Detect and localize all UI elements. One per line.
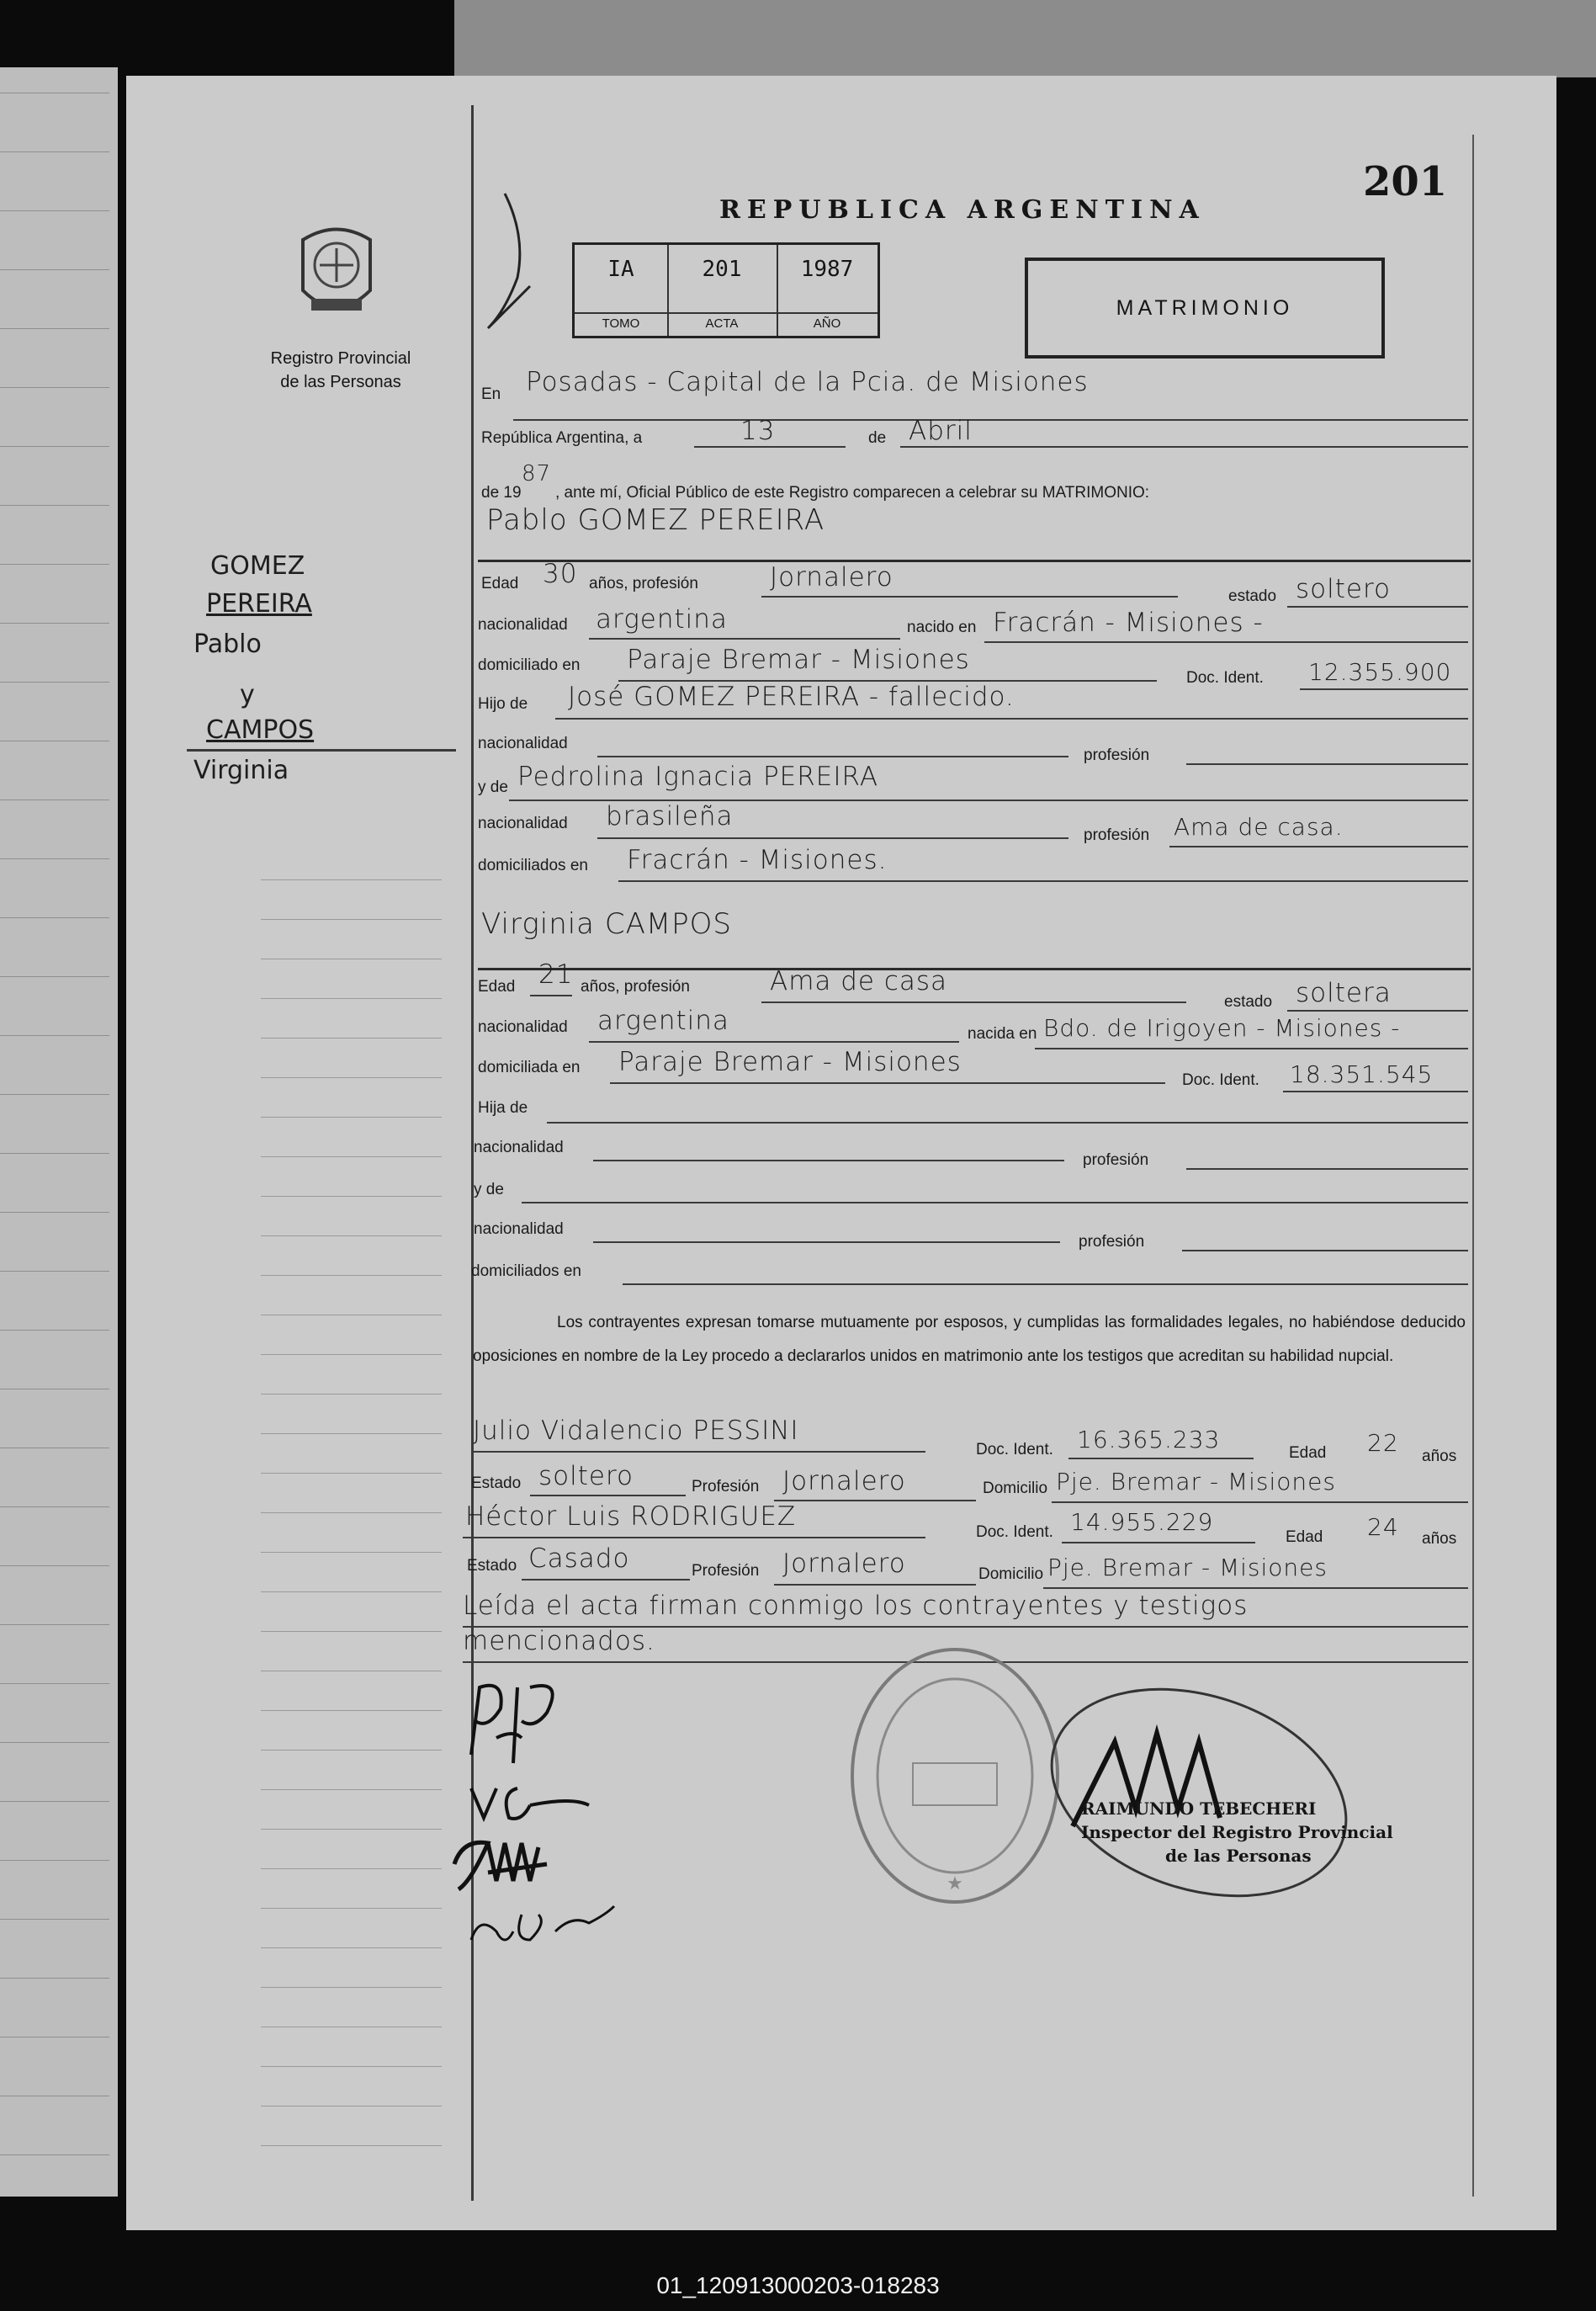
tomo-cell <box>575 245 669 336</box>
register-page <box>126 76 1556 2230</box>
official-title2: de las Personas <box>1165 1846 1312 1866</box>
witness2-profesion: Jornalero <box>782 1549 906 1579</box>
margin-and: y <box>240 680 255 709</box>
registry-line1: Registro Provincial <box>270 349 411 368</box>
bride-estado-label: estado <box>1224 993 1273 1011</box>
groom-madre-prof-label: profesión <box>1084 826 1150 844</box>
groom-domicilio-label: domiciliado en <box>478 656 581 674</box>
witness2-profesion-label: Profesión <box>692 1562 760 1580</box>
margin-surname3: CAMPOS <box>206 715 315 745</box>
bride-domicilio-label: domiciliada en <box>478 1059 581 1076</box>
witness1-domicilio-label: Domicilio <box>983 1480 1048 1497</box>
left-page-edge <box>0 67 118 2197</box>
day-value: 13 <box>740 416 776 446</box>
witness2-domicilio: Pje. Bremar - Misiones <box>1047 1554 1328 1581</box>
page-number: 201 <box>1363 158 1448 205</box>
groom-estado: soltero <box>1296 574 1391 604</box>
acta-label: ACTA <box>667 312 777 331</box>
witness1-anos-label: años <box>1422 1448 1457 1465</box>
bride-nacionalidad: argentina <box>597 1006 729 1036</box>
groom-madre: Pedrolina Ignacia PEREIRA <box>517 762 879 792</box>
scan-identifier: 01_120913000203-018283 <box>656 2272 940 2298</box>
signatures <box>437 1671 791 1974</box>
acta-value: 201 <box>702 257 742 282</box>
groom-nacionalidad-label: nacionalidad <box>478 616 568 634</box>
groom-edad: 30 <box>543 559 578 589</box>
witness1-name: Julio Vidalencio PESSINI <box>473 1416 799 1446</box>
witness2-name: Héctor Luis RODRIGUEZ <box>465 1501 797 1532</box>
declaration-text: Los contrayentes expresan tomarse mutuamente por esposos, y cumplidas las formalidades legales, no habiéndose deducido oposiciones en nombre de la Ley procedo a declararlos unidos en matrimonio ante los testigos que acreditan su habilidad nupcial. <box>473 1314 1466 1365</box>
bride-profesion-label: años, profesión <box>581 978 690 996</box>
witness1-estado-label: Estado <box>471 1474 522 1492</box>
place-value: Posadas - Capital de la Pcia. de Misiones <box>526 367 1089 397</box>
witness1-profesion-label: Profesión <box>692 1478 760 1496</box>
official-signature-block <box>1081 1797 1393 1867</box>
groom-padre-prof-label: profesión <box>1084 746 1150 764</box>
witness1-signature <box>454 1842 547 1889</box>
adjacent-page-fragment <box>454 0 1596 77</box>
closing-line2: mencionados. <box>463 1626 655 1656</box>
bride-nacionalidad-label: nacionalidad <box>478 1018 568 1036</box>
acta-cell <box>667 245 778 336</box>
bride-name: Virginia CAMPOS <box>481 907 733 941</box>
margin-surname1: GOMEZ <box>210 551 305 581</box>
margin-given2: Virginia <box>194 756 289 785</box>
svg-text:★: ★ <box>946 1873 963 1894</box>
witness2-signature <box>471 1906 614 1940</box>
groom-madre-nac-label: nacionalidad <box>478 815 568 832</box>
tomo-value: IA <box>607 257 634 282</box>
groom-doc: 12.355.900 <box>1308 658 1452 686</box>
groom-padres-dom: Fracrán - Misiones. <box>627 845 888 875</box>
initials-mark <box>480 185 547 345</box>
bride-dom-label: domiciliados en <box>471 1262 581 1280</box>
record-type-box: MATRIMONIO <box>1025 258 1385 359</box>
groom-madre-nac: brasileña <box>606 801 734 831</box>
witness2-anos-label: años <box>1422 1530 1457 1548</box>
witness1-estado: soltero <box>538 1461 634 1491</box>
anio-value: 1987 <box>800 257 854 282</box>
bride-doc-label: Doc. Ident. <box>1182 1071 1259 1089</box>
bride-edad: 21 <box>538 959 574 990</box>
year-value: 87 <box>522 461 552 486</box>
bride-doc: 18.351.545 <box>1290 1060 1434 1088</box>
groom-profesion: Jornalero <box>770 562 893 592</box>
witness1-domicilio: Pje. Bremar - Misiones <box>1056 1468 1336 1496</box>
bride-prof1-label: profesión <box>1083 1151 1149 1169</box>
witness2-doc-label: Doc. Ident. <box>976 1523 1053 1541</box>
groom-estado-label: estado <box>1228 587 1277 605</box>
witness2-doc: 14.955.229 <box>1070 1508 1214 1536</box>
registry-seal-icon <box>290 219 383 328</box>
witness1-edad: 22 <box>1367 1429 1399 1457</box>
bride-signature <box>471 1788 589 1819</box>
right-rule <box>1472 135 1474 2197</box>
bride-nac1-label: nacionalidad <box>474 1139 564 1156</box>
bride-nacida-label: nacida en <box>968 1025 1037 1043</box>
witness2-estado-label: Estado <box>467 1557 517 1575</box>
margin-surname2: PEREIRA <box>206 589 312 619</box>
groom-nacido-label: nacido en <box>907 619 977 636</box>
bride-prof2-label: profesión <box>1079 1233 1145 1251</box>
groom-padres-dom-label: domiciliados en <box>478 857 588 874</box>
groom-doc-label: Doc. Ident. <box>1186 669 1264 687</box>
registry-line2: de las Personas <box>280 373 401 391</box>
groom-name: Pablo GOMEZ PEREIRA <box>486 503 825 537</box>
month-value: Abril <box>909 416 973 446</box>
bride-domicilio: Paraje Bremar - Misiones <box>618 1047 962 1077</box>
bride-estado: soltera <box>1296 978 1392 1008</box>
matrimonio-statement: , ante mí, Oficial Público de este Registro comparecen a celebrar su MATRIMONIO: <box>555 484 1150 502</box>
witness1-edad-label: Edad <box>1289 1444 1327 1462</box>
groom-domicilio: Paraje Bremar - Misiones <box>627 645 970 675</box>
anio-label: AÑO <box>777 312 878 331</box>
bride-hija-label: Hija de <box>478 1099 528 1117</box>
bride-nacida: Bdo. de Irigoyen - Misiones - <box>1043 1014 1401 1042</box>
margin-given1: Pablo <box>194 630 262 659</box>
witness2-domicilio-label: Domicilio <box>978 1565 1044 1583</box>
groom-signature <box>471 1686 553 1763</box>
closing-line1: Leída el acta firman conmigo los contrayentes y testigos <box>463 1591 1249 1621</box>
groom-hijo-label: Hijo de <box>478 695 528 713</box>
groom-nacido: Fracrán - Misiones - <box>993 608 1264 638</box>
groom-edad-label: Edad <box>481 575 519 592</box>
bride-profesion: Ama de casa <box>770 966 948 996</box>
groom-profesion-label: años, profesión <box>589 575 698 592</box>
record-reference-box <box>572 242 880 338</box>
bride-y-de-label: y de <box>474 1181 504 1198</box>
ministry-round-seal-icon <box>846 1637 1064 1915</box>
groom-padre-nac-label: nacionalidad <box>478 735 568 752</box>
witness2-estado: Casado <box>528 1543 630 1574</box>
witness1-doc-label: Doc. Ident. <box>976 1441 1053 1458</box>
declaration-paragraph <box>473 1306 1466 1373</box>
witness1-doc: 16.365.233 <box>1077 1426 1221 1453</box>
witness2-edad-label: Edad <box>1286 1528 1323 1546</box>
witness2-edad: 24 <box>1367 1513 1399 1541</box>
en-label: En <box>481 385 501 403</box>
anio-cell <box>777 245 878 336</box>
country-title: REPUBLICA ARGENTINA <box>719 195 1206 225</box>
groom-y-de-label: y de <box>478 778 508 796</box>
year-label: de 19 <box>481 484 522 502</box>
de-label: de <box>868 429 887 447</box>
republica-label: República Argentina, a <box>481 429 643 447</box>
bride-edad-label: Edad <box>478 978 516 996</box>
official-name: RAIMUNDO TEBECHERI <box>1081 1798 1317 1819</box>
bride-nac2-label: nacionalidad <box>474 1220 564 1238</box>
official-stamp-icon <box>1039 1683 1359 1902</box>
witness1-profesion: Jornalero <box>782 1466 906 1496</box>
registry-name <box>236 347 446 394</box>
groom-madre-prof: Ama de casa. <box>1174 813 1344 841</box>
groom-nacionalidad: argentina <box>596 604 728 635</box>
official-title1: Inspector del Registro Provincial <box>1081 1822 1393 1842</box>
tomo-label: TOMO <box>575 312 667 331</box>
groom-padre: José GOMEZ PEREIRA - fallecido. <box>568 682 1015 712</box>
